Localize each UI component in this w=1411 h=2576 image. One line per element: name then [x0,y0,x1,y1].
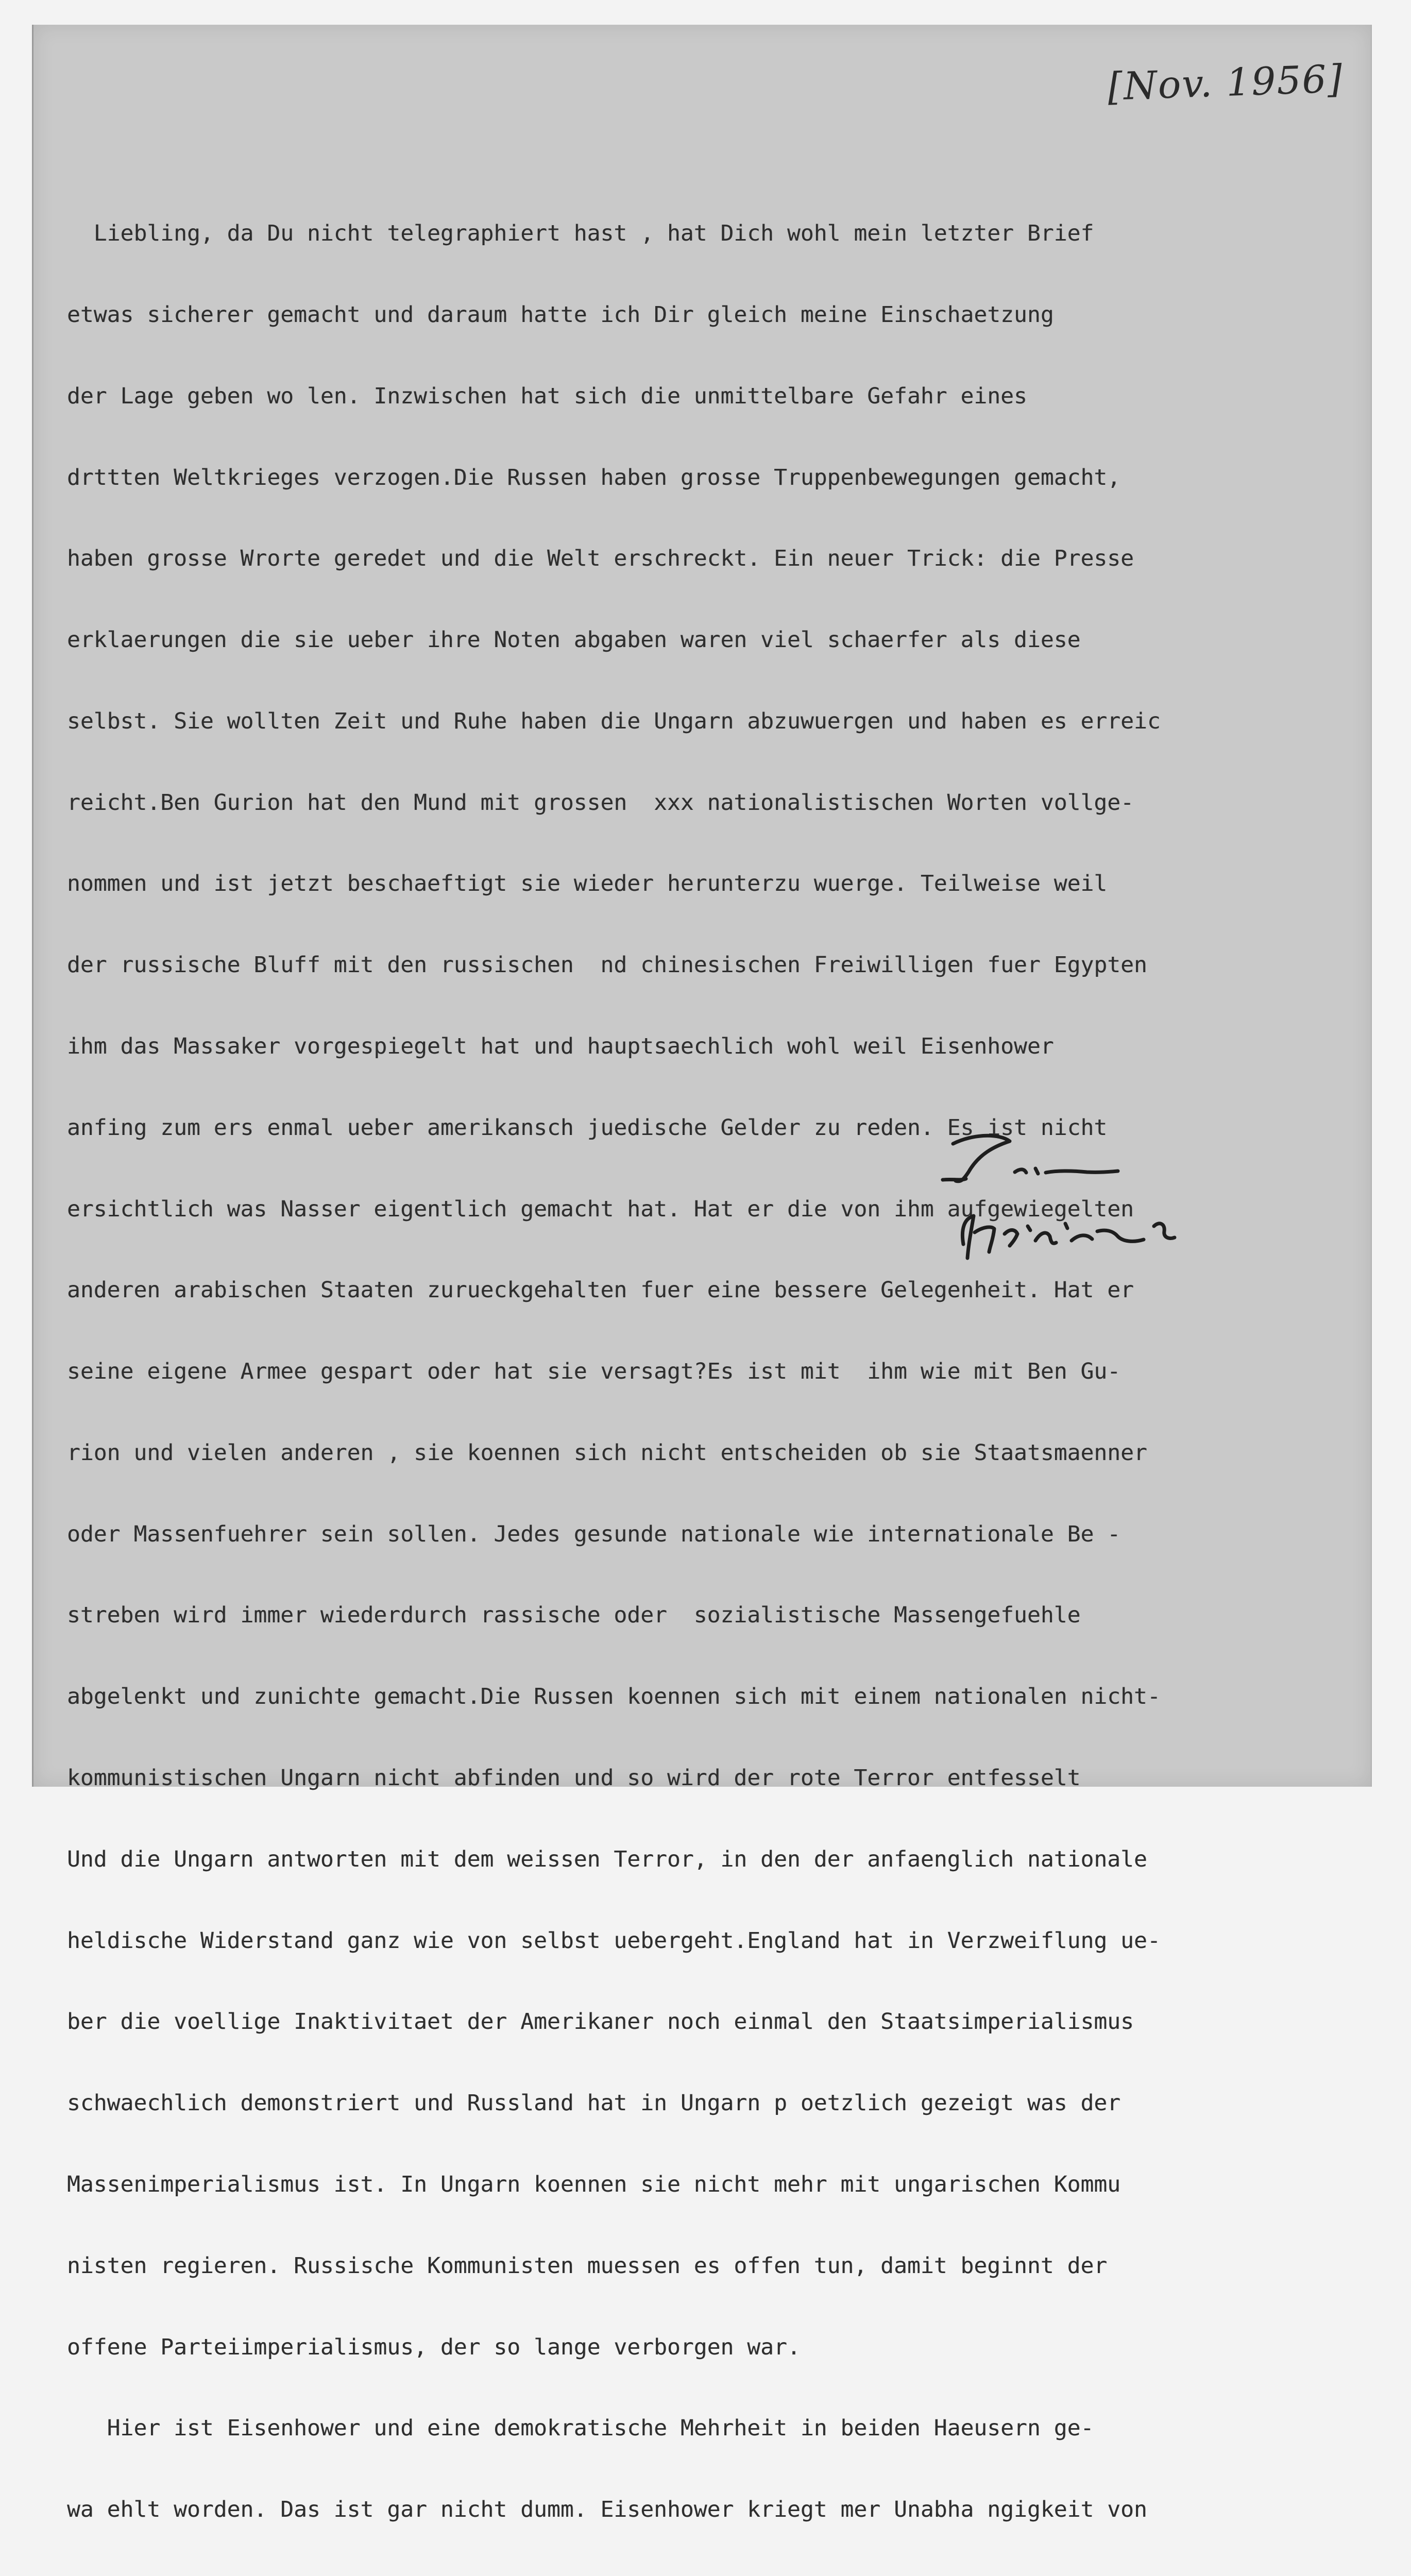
letter-line: Liebling, da Du nicht telegraphiert hast , hat Dich wohl mein letzter Brief [67,221,1094,247]
letter-body [67,166,1365,2576]
letter-line: Und die Ungarn antworten mit dem weissen Terror, in den der anfaenglich nationale [67,1846,1147,1872]
letter-line: wa ehlt worden. Das ist gar nicht dumm. Eisenhower kriegt mer Unabha ngigkeit von [67,2497,1147,2523]
signature-text [943,1139,1177,1177]
letter-line: rion und vielen anderen , sie koennen sich nicht entscheiden ob sie Staatsmaenner [67,1439,1147,1466]
letter-line: abgelenkt und zunichte gemacht.Die Russen koennen sich mit einem nationalen nicht- [67,1684,1161,1710]
letter-line: erklaerungen die sie ueber ihre Noten abgaben waren viel schaerfer als diese [67,627,1081,653]
letter-line: heldische Widerstand ganz wie von selbst uebergeht.England hat in Verzweiflung ue- [67,1927,1161,1954]
letter-line: ber die voellige Inaktivitaet der Amerikaner noch einmal den Staatsimperialismus [67,2009,1134,2035]
letter-line: der Lage geben wo len. Inzwischen hat sich die unmittelbare Gefahr eines [67,383,1027,409]
letter-line: selbst. Sie wollten Zeit und Ruhe haben die Ungarn abzuwuergen und haben es erreic [67,708,1161,734]
letter-line: der russische Bluff mit den russischen nd chinesischen Freiwilligen fuer Egypten [67,952,1147,978]
letter-line: drttten Weltkrieges verzogen.Die Russen haben grosse Truppenbewegungen gemacht, [67,464,1121,490]
letter-line: kommunistischen Ungarn nicht abfinden und so wird der rote Terror entfesselt [67,1765,1081,1791]
letter-line: schwaechlich demonstriert und Russland hat in Ungarn p oetzlich gezeigt was der [67,2090,1121,2116]
letter-line: ihm das Massaker vorgespiegelt hat und hauptsaechlich wohl weil Eisenhower [67,1033,1054,1059]
letter-line: reicht.Ben Gurion hat den Mund mit grossen xxx nationalistischen Worten vollge- [67,789,1134,816]
letter-line: seine eigene Armee gespart oder hat sie versagt?Es ist mit ihm wie mit Ben Gu- [67,1359,1121,1385]
date-annotation: [Nov. 1956] [1107,57,1344,109]
letter-line: etwas sicherer gemacht und daraum hatte ich Dir gleich meine Einschaetzung [67,301,1054,328]
letter-line: offene Parteiimperialismus, der so lange verborgen war. [67,2334,801,2360]
letter-line: Massenimperialismus ist. In Ungarn koennen sie nicht mehr mit ungarischen Kommu [67,2171,1121,2197]
letter-line: streben wird immer wiederdurch rassische oder sozialistische Massengefuehle [67,1602,1081,1629]
letter-line: nisten regieren. Russische Kommunisten muessen es offen tun, damit beginnt der [67,2252,1108,2279]
letter-line: haben grosse Wrorte geredet und die Welt erschreckt. Ein neuer Trick: die Presse [67,546,1134,572]
letter-line: anderen arabischen Staaten zurueckgehalten fuer eine bessere Gelegenheit. Hat er [67,1277,1134,1303]
letter-line: Hier ist Eisenhower und eine demokratische Mehrheit in beiden Haeusern ge- [67,2415,1094,2442]
letter-line: ersichtlich was Nasser eigentlich gemacht hat. Hat er die von ihm aufgewiegelten [67,1196,1134,1222]
letter-line: anfing zum ers enmal ueber amerikansch juedische Gelder zu reden. Es ist nicht [67,1114,1108,1141]
letter-line: oder Massenfuehrer sein sollen. Jedes gesunde nationale wie internationale Be - [67,1521,1121,1547]
letter-line: nommen und ist jetzt beschaeftigt sie wieder herunterzu wuerge. Teilweise weil [67,871,1108,897]
